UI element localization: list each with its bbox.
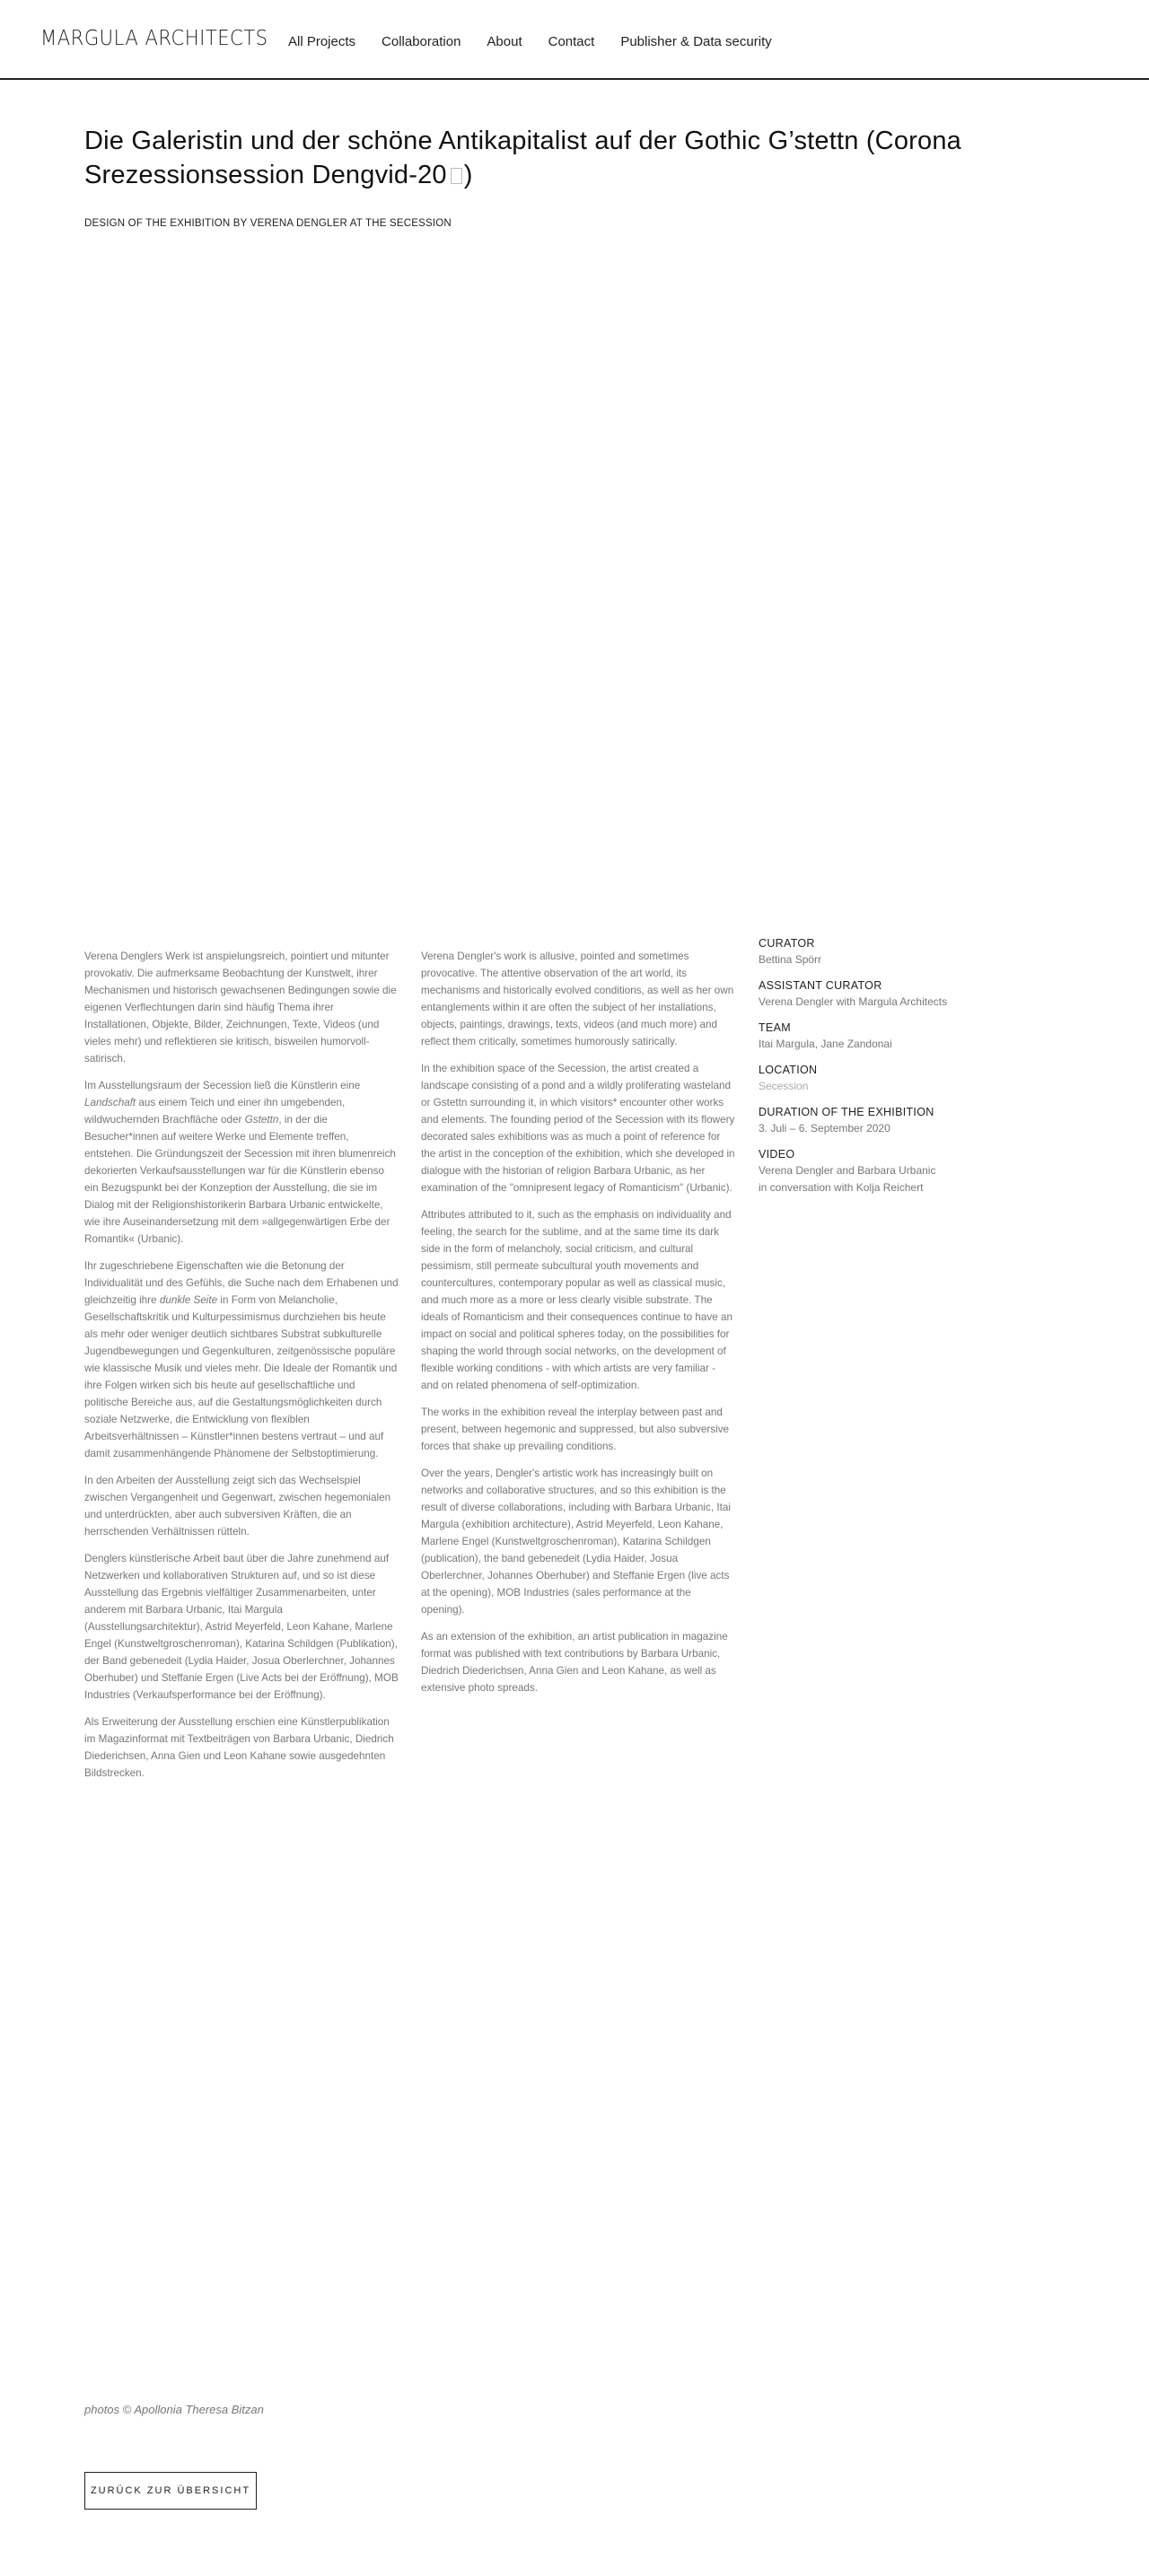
paragraph-de-5: Denglers künstlerische Arbeit baut über die Jahre zunehmend auf Netzwerken und kollaborativen Strukturen auf, und so ist diese Ausstellung das Ergebnis vielfältiger Zusammenarbeiten, unter anderem mit Barbara Urbanic, Itai Margula (Ausstellungsarchitektur), Astrid Meyerfeld, Leon Kahane, Marlene Engel (Kunstweltgroschenroman), Katarina Schildgen (Publikation), der Band gebenedeit (Lydia Haider, Josua Oberlerchner, Johannes Oberhuber) und Steffanie Ergen (Live Acts bei der Eröffnung), MOB Industries (Verkaufsperformance bei der Eröffnung). [84,1553,399,1701]
emphasis-dunkle-seite: dunkle Seite [159,1294,218,1306]
missing-glyph-icon [451,168,462,184]
site-logo[interactable]: MARGULA ARCHITECTS [40,27,268,50]
page-title [84,124,1072,192]
emphasis-gstettn: Gstettn [244,1114,279,1126]
nav-collaboration[interactable]: Collaboration [382,34,461,49]
video-value-line-2: in conversation with Kolja Reichert [759,1181,924,1194]
assistant-curator-value: Verena Dengler with Margula Architects [759,995,948,1008]
emphasis-landschaft: Landschaft [84,1097,136,1108]
assistant-curator-group [759,977,1028,1011]
main-nav [288,34,772,49]
team-label: TEAM [759,1021,791,1034]
curator-value: Bettina Spörr [759,953,822,966]
curator-group [759,935,1028,968]
text-column-english [421,948,735,1706]
paragraph-de-3 [84,1257,399,1462]
nav-about[interactable]: About [487,34,522,49]
title-line-2: Srezessionsession Dengvid-20 [84,161,447,189]
paragraph-de-6: Als Erweiterung der Ausstellung erschien eine Künstlerpublikation im Magazinformat mit Textbeiträgen von Barbara Urbanic, Diedrich Diederichsen, Anna Gien und Leon Kahane sowie ausgedehnten Bildstrecken. [84,1716,394,1779]
paragraph-en-3: Attributes attributed to it, such as the emphasis on individuality and feeling, the search for the sublime, and at the same time its dark side in the form of melancholy, social criticism, and cultural pessimism, still permeate subcultural youth movements and countercultures, contemporary popular as well as classical music, and much more as a more or less clearly visible substrate. The ideals of Romanticism and their consequences continue to have an impact on social and political spheres today, on the possibilities for shaping the world through social networks, on the development of flexible working conditions - with which artists are very familiar - and on related phenomena of self-optimization. [421,1209,732,1391]
project-details [759,935,1028,1205]
video-label: VIDEO [759,1148,795,1161]
text-span: Ihr zugeschriebene Eigenschaften wie die Betonung der Individualität und des Gefühls, die Suche nach dem Erhabenen und gleichzeitig ihre [84,1260,399,1306]
nav-all-projects[interactable]: All Projects [288,34,356,49]
nav-publisher-data-security[interactable]: Publisher & Data security [620,34,772,49]
nav-contact[interactable]: Contact [548,34,595,49]
location-group [759,1062,1028,1095]
paragraph-en-1: Verena Dengler's work is allusive, pointed and sometimes provocative. The attentive observation of the art world, its mechanisms and historically evolved conditions, as well as her own entanglements within it are often the subject of her installations, objects, paintings, drawings, texts, videos (and much more) and reflect them critically, sometimes humorously satirically. [421,951,734,1047]
back-to-overview-button[interactable]: ZURÜCK ZUR ÜBERSICHT [84,2472,257,2510]
duration-label: DURATION OF THE EXHIBITION [759,1106,934,1118]
title-end: ) [463,161,473,189]
assistant-curator-label: ASSISTANT CURATOR [759,979,882,992]
curator-label: CURATOR [759,937,815,950]
location-link[interactable]: Secession [759,1080,809,1092]
text-span: Im Ausstellungsraum der Secession ließ die Künstlerin eine [84,1080,361,1091]
photo-credit: photos © Apollonia Theresa Bitzan [84,2403,264,2416]
team-group [759,1020,1028,1053]
text-span: in Form von Melancholie, Gesellschaftskritik und Kulturpessimismus durchziehen bis heute als mehr oder weniger deutlich sichtbares Substrat subkulturelle Jugendbewegungen und Gegenkulturen, zeitgenössische populäre wie klassische Musik und vieles mehr. Die Ideale der Romantik und ihre Folgen wirken sich bis heute auf gesellschaftliche und politische Bereiche aus, auf die Gestaltungsmöglichkeiten durch soziale Netzwerke, die Entwicklung von flexiblen Arbeitsverhältnissen – Künstler*innen bestens vertraut – und auf damit zusammenhängende Phänomene der Selbstoptimierung. [84,1294,398,1459]
duration-value: 3. Juli – 6. September 2020 [759,1122,890,1135]
text-span: aus einem Teich und einer ihn umgebenden, wildwuchernden Brachfläche oder [84,1097,346,1126]
duration-group [759,1104,1028,1137]
site-header [0,0,1149,80]
page-subtitle: DESIGN OF THE EXHIBITION BY VERENA DENGLER AT THE SECESSION [84,218,452,229]
team-value: Itai Margula, Jane Zandonai [759,1038,892,1050]
paragraph-en-2: In the exhibition space of the Secession, the artist created a landscape consisting of a pond and a wildly proliferating wasteland or Gstettn surrounding it, in which visitors* encounter other works and elements. The founding period of the Secession with its flowery decorated sales exhibitions was as much a point of reference for the artist in the conception of the exhibition, which she developed in dialogue with the historian of religion Barbara Urbanic, as her examination of the "omnipresent legacy of Romanticism" (Urbanic). [421,1063,735,1194]
paragraph-en-4: The works in the exhibition reveal the interplay between past and present, between hegemonic and suppressed, but also subversive forces that shake up prevailing conditions. [421,1406,730,1452]
video-value-line-1: Verena Dengler and Barbara Urbanic [759,1164,936,1177]
paragraph-en-6: As an extension of the exhibition, an artist publication in magazine format was published with text contributions by Barbara Urbanic, Diedrich Diederichsen, Anna Gien and Leon Kahane, as well as extensive photo spreads. [421,1631,728,1694]
title-line-1: Die Galeristin und der schöne Antikapitalist auf der Gothic G’stettn (Corona [84,127,962,155]
paragraph-de-1: Verena Denglers Werk ist anspielungsreich, pointiert und mitunter provokativ. Die aufmerksame Beobachtung der Kunstwelt, ihrer Mechanismen und historisch gewachsenen Bedingungen sowie die eigenen Verflechtungen darin sind häufig Thema ihrer Installationen, Objekte, Bilder, Zeichnungen, Texte, Videos (und vieles mehr) und reflektieren sie kritisch, bisweilen humorvoll-satirisch. [84,951,397,1065]
paragraph-de-4: In den Arbeiten der Ausstellung zeigt sich das Wechselspiel zwischen Vergangenheit und Gegenwart, zwischen hegemonialen und unterdrückten, aber auch subversiven Kräften, die an herrschenden Verhältnissen rütteln. [84,1475,391,1538]
location-label: LOCATION [759,1064,818,1076]
text-span: , in der die Besucher*innen auf weitere Werke und Elemente treffen, entstehen. Die Gründungszeit der Secession mit ihren blumenreich dekorierten Verkaufsausstellungen war für die Künstlerin ebenso ein Bezugspunkt bei der Konzeption der Ausstellung, die sie im Dialog mit der Religionshistorikerin Barbara Urbanic entwickelte, wie ihre Auseinandersetzung mit dem »allgegenwärtigen Erbe der Romantik« (Urbanic). [84,1114,396,1245]
paragraph-de-2 [84,1077,399,1248]
paragraph-en-5: Over the years, Dengler's artistic work has increasingly built on networks and collaborative structures, and so this exhibition is the result of diverse collaborations, including with Barbara Urbanic, Itai Margula (exhibition architecture), Astrid Meyerfeld, Leon Kahane, Marlene Engel (Kunstweltgroschenroman), Katarina Schildgen (publication), the band gebenedeit (Lydia Haider, Josua Oberlerchner, Johannes Oberhuber) and Steffanie Ergen (live acts at the opening), MOB Industries (sales performance at the opening). [421,1468,731,1616]
text-column-german [84,948,399,1792]
video-group [759,1146,1028,1196]
